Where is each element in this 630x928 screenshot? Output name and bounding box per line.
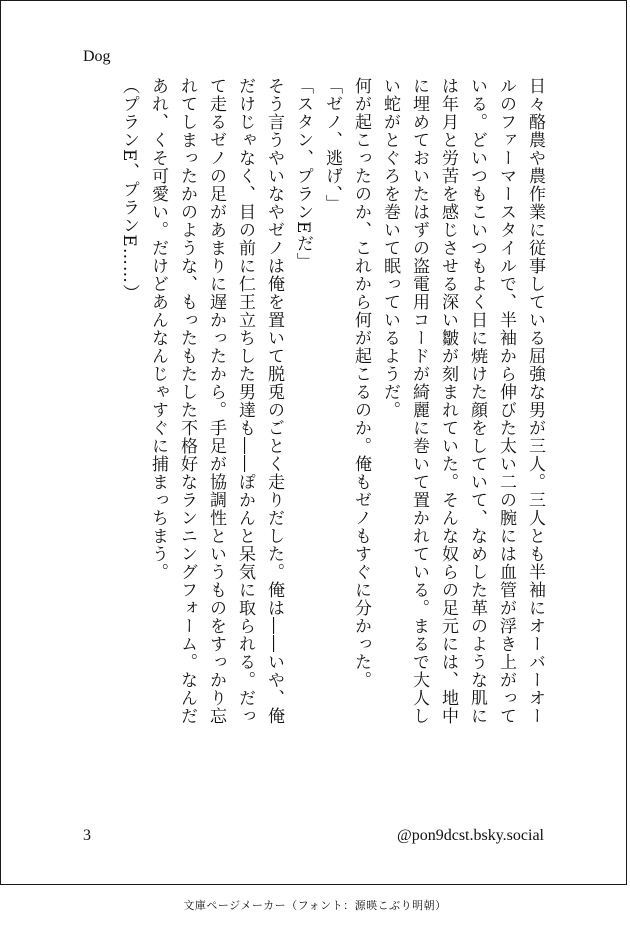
text-column: 「スタン、プランEだ」 bbox=[293, 77, 313, 271]
body-text bbox=[114, 77, 549, 725]
text-column: 何が起こったのか、これから何が起こるのか。俺もゼノもすぐに分かった。 bbox=[351, 77, 371, 689]
running-head: Dog bbox=[83, 48, 111, 65]
text-column: は年月と労苦を感じさせる深い皺が刻まれていた。そんな奴らの足元には、地中 bbox=[438, 77, 458, 725]
text-column: そう言うやいなやゼノは俺を置いて脱兎のごとく走りだした。俺は――いや、俺 bbox=[264, 77, 284, 725]
text-column: （プランE、プランE……） bbox=[119, 77, 139, 302]
author-handle: @pon9dcst.bsky.social bbox=[396, 827, 544, 844]
text-column: 日々酪農や農作業に従事している屈強な男が三人。三人とも半袖にオーバーオー bbox=[525, 77, 545, 725]
generator-credit: 文庫ページメーカー（フォント：源暎こぶり明朝） bbox=[183, 899, 447, 912]
text-column: いる。どいつもこいつもよく日に焼けた顔をしていて、なめした革のような肌に bbox=[467, 77, 487, 725]
text-column: ルのファーマースタイルで、半袖から伸びた太い二の腕には血管が浮き上がって bbox=[496, 77, 516, 725]
text-column: 「ゼノ、逃げ、」 bbox=[322, 77, 342, 213]
text-column: れてしまったかのような、もったもたした不格好なランニングフォーム。なんだ bbox=[177, 77, 197, 725]
text-column: あれ、くそ可愛い。だけどあんなんじゃすぐに捕まっちまう。 bbox=[148, 77, 168, 581]
page-number: 3 bbox=[83, 827, 91, 844]
text-column: だけじゃなく、目の前に仁王立ちした男達も――ぽかんと呆気に取られる。だっ bbox=[235, 77, 255, 725]
text-column: い蛇がとぐろを巻いて眠っているようだ。 bbox=[380, 77, 400, 419]
text-column: て走るゼノの足があまりに遅かったから。手足が協調性というものをすっかり忘 bbox=[206, 77, 226, 725]
text-column: に埋めておいたはずの盗電用コードが綺麗に巻いて置かれている。まるで大人し bbox=[409, 77, 429, 725]
